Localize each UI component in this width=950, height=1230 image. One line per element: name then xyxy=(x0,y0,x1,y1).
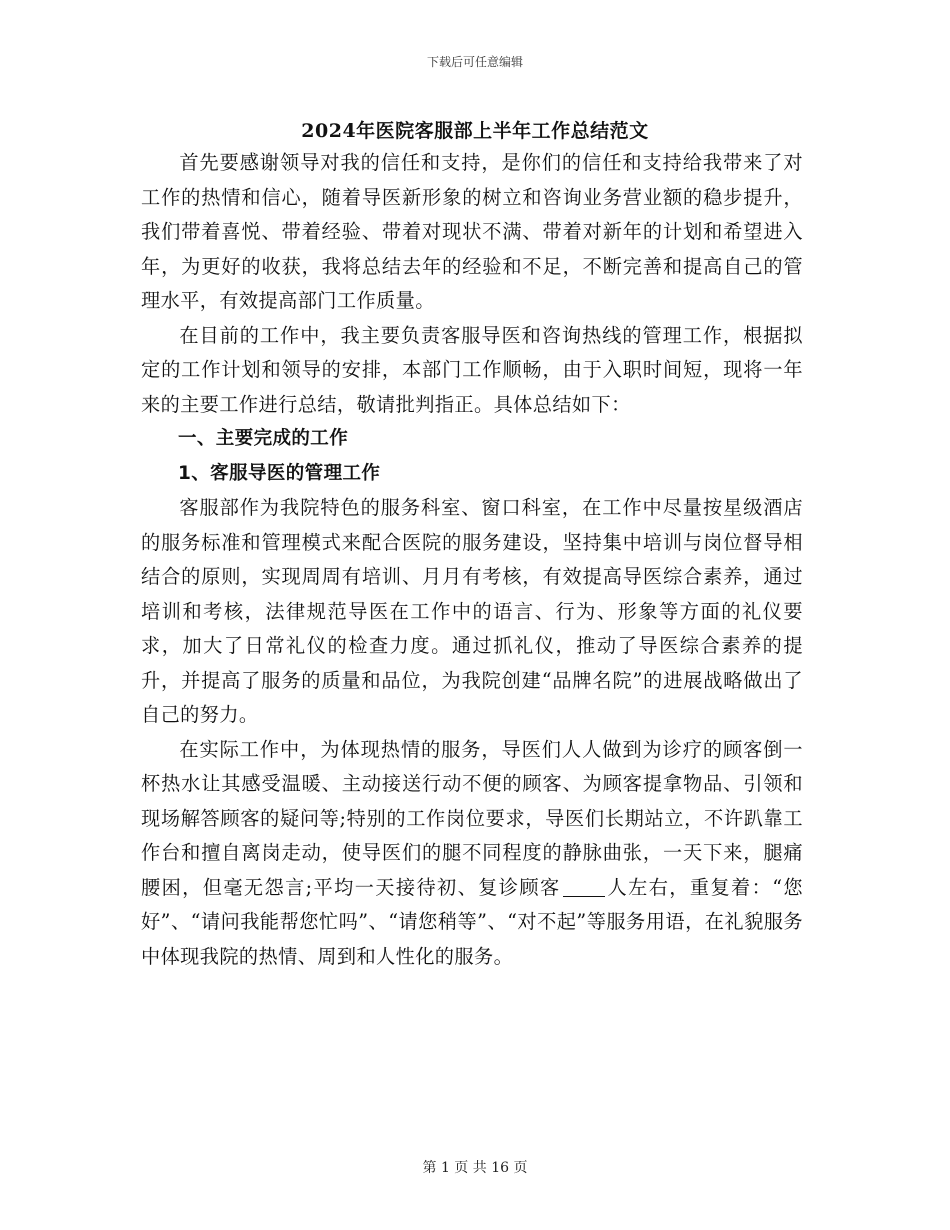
subsection-heading-guide-management: 1、客服导医的管理工作 xyxy=(178,462,381,484)
paragraph-current-work: 在目前的工作中，我主要负责客服导医和咨询热线的管理工作，根据拟定的工作计划和领导的安排，本部门工作顺畅，由于入职时间短，现将一年来的主要工作进行总结，敬请批判指正。具体总结如下： xyxy=(141,323,803,416)
page-number-footer: 第 1 页 共 16 页 xyxy=(422,1160,528,1176)
paragraph-actual-work-part1: 在实际工作中，为体现热情的服务，导医们人人做到为诊疗的顾客倒一杯热水让其感受温暖、主动接送行动不便的顾客、为顾客提拿物品、引领和现场解答顾客的疑问等;特别的工作岗位要求，导医们长期站立，不许趴靠工作台和擅自离岗走动，使导医们的腿不同程度的静脉曲张，一天下来，腿痛腰困，但毫无怨言;平均一天接待初、复诊顾客 xyxy=(141,737,803,899)
document-title: 2024年医院客服部上半年工作总结范文 xyxy=(301,120,649,142)
paragraph-intro: 首先要感谢领导对我的信任和支持，是你们的信任和支持给我带来了对工作的热情和信心，随着导医新形象的树立和咨询业务营业额的稳步提升，我们带着喜悦、带着经验、带着对现状不满、带着对新年的计划和希望进入年，为更好的收获，我将总结去年的经验和不足，不断完善和提高自己的管理水平，有效提高部门工作质量。 xyxy=(141,151,803,312)
paragraph-actual-work xyxy=(141,733,803,975)
document-body xyxy=(141,146,803,974)
paragraph-actual-work-part2: 人左右，重复着：“您好”、“请问我能帮您忙吗”、“请您稍等”、“对不起”等服务用语，在礼貌服务中体现我院的热情、周到和人性化的服务。 xyxy=(141,875,803,968)
page-header-note: 下载后可任意编辑 xyxy=(426,55,523,69)
fill-in-blank xyxy=(563,876,605,896)
section-heading-main-work: 一、主要完成的工作 xyxy=(178,428,349,449)
paragraph-customer-service-dept: 客服部作为我院特色的服务科室、窗口科室，在工作中尽量按星级酒店的服务标准和管理模式来配合医院的服务建设，坚持集中培训与岗位督导相结合的原则，实现周周有培训、月月有考核，有效提高导医综合素养，通过培训和考核，法律规范导医在工作中的语言、行为、形象等方面的礼仪要求，加大了日常礼仪的检查力度。通过抓礼仪，推动了导医综合素养的提升，并提高了服务的质量和品位，为我院创建“品牌名院”的进展战略做出了自己的努力。 xyxy=(141,496,803,726)
